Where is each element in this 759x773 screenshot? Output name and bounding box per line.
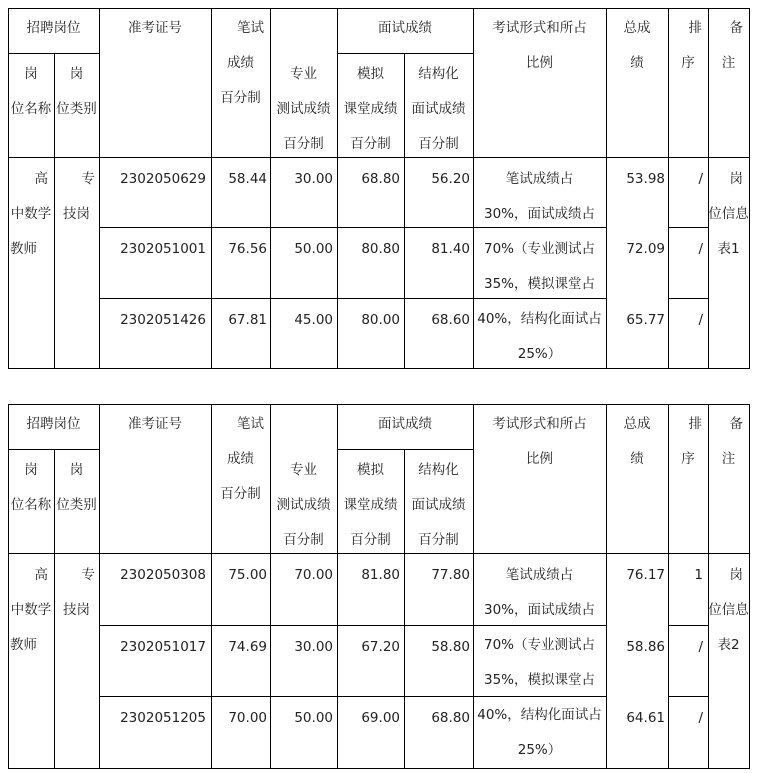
grid-line	[337, 53, 474, 54]
remark-2: 位信息	[708, 206, 749, 222]
header-prof-3: 百分制	[283, 136, 324, 152]
header-position-group: 招聘岗位	[26, 20, 81, 36]
cell-total: 64.61	[626, 710, 665, 727]
grid-line	[749, 404, 750, 769]
header-prof-1: 专业	[290, 462, 317, 478]
cell-prof: 30.00	[294, 638, 333, 655]
position-name-2: 中数学	[10, 602, 52, 618]
header-struct-1: 结构化	[418, 66, 459, 82]
grid-line	[8, 404, 750, 405]
header-ratio-1: 考试形式和所占	[492, 20, 587, 36]
ratio-text-line-5: 40%，结构化面试占	[477, 707, 602, 723]
grid-line	[8, 553, 750, 554]
header-struct-3: 百分制	[418, 532, 459, 548]
grid-line	[99, 227, 607, 228]
cell-total: 72.09	[626, 241, 665, 258]
ratio-text-line-5: 40%，结构化面试占	[477, 311, 602, 327]
cell-mock: 81.80	[361, 567, 400, 583]
cell-prof: 50.00	[294, 241, 333, 258]
cell-rank: /	[698, 311, 703, 328]
header-struct-1: 结构化	[418, 462, 459, 478]
cell-total: 58.86	[626, 638, 665, 655]
header-position-name-2: 位名称	[10, 497, 52, 513]
ratio-text-line-6: 25%）	[517, 742, 562, 758]
cell-struct: 58.80	[431, 638, 470, 655]
header-total-1: 总成	[623, 20, 651, 36]
header-interview-group: 面试成绩	[378, 20, 432, 36]
ratio-text-line-3: 70%（专业测试占	[483, 637, 595, 653]
position-type-2: 技岗	[63, 206, 90, 222]
grid-line	[668, 227, 709, 228]
header-struct-2: 面试成绩	[411, 497, 466, 513]
cell-rank: /	[698, 710, 703, 727]
header-position-type-2: 位类别	[56, 101, 97, 117]
ratio-text-line-3: 70%（专业测试占	[483, 241, 595, 257]
cell-written: 70.00	[228, 710, 267, 727]
cell-written: 76.56	[228, 241, 267, 258]
header-prof-3: 百分制	[283, 532, 324, 548]
header-position-name-1: 岗	[24, 462, 38, 478]
remark-3: 表1	[717, 241, 740, 257]
position-name-3: 教师	[10, 241, 37, 257]
header-position-type-2: 位类别	[56, 497, 97, 513]
ratio-text-line-4: 35%，模拟课堂占	[483, 672, 595, 688]
header-written-3: 百分制	[220, 90, 261, 106]
header-written-1: 笔试	[237, 20, 264, 36]
header-exam-no: 准考证号	[128, 416, 182, 432]
cell-exam-no: 2302050308	[120, 567, 206, 583]
remark-2: 位信息	[708, 602, 749, 618]
cell-prof: 30.00	[294, 171, 333, 187]
grid-line	[749, 8, 750, 369]
remark-1: 岗	[729, 567, 743, 583]
header-interview-group: 面试成绩	[378, 416, 432, 432]
cell-struct: 68.80	[431, 710, 470, 727]
grid-line	[8, 8, 750, 9]
header-remark-2: 注	[721, 55, 736, 71]
header-ratio-2: 比例	[526, 451, 553, 467]
cell-mock: 80.00	[361, 311, 400, 328]
header-mock-3: 百分制	[350, 532, 391, 548]
header-position-group: 招聘岗位	[26, 416, 81, 432]
header-mock-2: 课堂成绩	[343, 497, 398, 513]
header-remark-1: 备	[729, 20, 743, 36]
cell-written: 67.81	[228, 311, 267, 328]
header-rank-1: 排	[688, 416, 702, 432]
grid-line	[8, 404, 9, 769]
header-total-2: 绩	[630, 55, 644, 71]
remark-3: 表2	[717, 637, 740, 653]
position-name-1: 高	[34, 567, 48, 583]
ratio-text-line-2: 30%，面试成绩占	[483, 206, 595, 222]
grid-line	[8, 8, 9, 369]
cell-mock: 69.00	[361, 710, 400, 727]
grid-line	[668, 696, 709, 697]
remark-1: 岗	[729, 171, 743, 187]
header-remark-2: 注	[721, 451, 736, 467]
header-mock-1: 模拟	[357, 462, 384, 478]
header-prof-1: 专业	[290, 66, 317, 82]
header-remark-1: 备	[729, 416, 743, 432]
header-rank-1: 排	[688, 20, 702, 36]
score-table-2	[8, 404, 750, 768]
cell-struct: 56.20	[431, 171, 470, 187]
grid-line	[8, 768, 750, 769]
cell-mock: 80.80	[361, 241, 400, 258]
cell-exam-no: 2302051426	[120, 311, 206, 328]
grid-line	[99, 298, 607, 299]
header-total-2: 绩	[630, 451, 644, 467]
cell-struct: 77.80	[431, 567, 470, 583]
cell-exam-no: 2302051017	[120, 638, 206, 655]
header-prof-2: 测试成绩	[276, 101, 331, 117]
grid-line	[8, 157, 750, 158]
position-type-2: 技岗	[63, 602, 90, 618]
header-total-1: 总成	[623, 416, 651, 432]
ratio-text-line-1: 笔试成绩占	[505, 567, 574, 583]
header-mock-2: 课堂成绩	[343, 101, 398, 117]
grid-line	[668, 298, 709, 299]
header-mock-1: 模拟	[357, 66, 384, 82]
cell-total: 76.17	[626, 567, 665, 583]
grid-line	[8, 368, 750, 369]
score-table-1	[8, 8, 750, 368]
position-name-1: 高	[34, 171, 48, 187]
cell-prof: 50.00	[294, 710, 333, 727]
header-mock-3: 百分制	[350, 136, 391, 152]
cell-written: 58.44	[228, 171, 267, 187]
cell-mock: 67.20	[361, 638, 400, 655]
ratio-text-line-2: 30%，面试成绩占	[483, 602, 595, 618]
header-ratio-1: 考试形式和所占	[492, 416, 587, 432]
header-written-3: 百分制	[220, 486, 261, 502]
cell-mock: 68.80	[361, 171, 400, 187]
cell-struct: 68.60	[431, 311, 470, 328]
ratio-text-line-1: 笔试成绩占	[505, 171, 574, 187]
header-position-name-2: 位名称	[10, 101, 52, 117]
grid-line	[337, 449, 474, 450]
cell-written: 75.00	[228, 567, 267, 583]
cell-prof: 45.00	[294, 311, 333, 328]
header-written-2: 成绩	[227, 451, 254, 467]
grid-line	[99, 625, 607, 626]
header-position-type-1: 岗	[69, 66, 84, 82]
cell-prof: 70.00	[294, 567, 333, 583]
cell-rank: /	[698, 638, 703, 655]
cell-exam-no: 2302051205	[120, 710, 206, 727]
grid-line	[668, 625, 709, 626]
position-name-3: 教师	[10, 637, 37, 653]
header-written-2: 成绩	[227, 55, 254, 71]
cell-rank: /	[698, 171, 703, 187]
cell-rank: /	[698, 241, 703, 258]
ratio-text-line-6: 25%）	[517, 346, 562, 362]
header-written-1: 笔试	[237, 416, 264, 432]
cell-total: 65.77	[626, 311, 665, 328]
cell-written: 74.69	[228, 638, 267, 655]
cell-exam-no: 2302051001	[120, 241, 206, 258]
header-position-name-1: 岗	[24, 66, 38, 82]
cell-rank: 1	[694, 567, 703, 583]
header-rank-2: 序	[681, 451, 695, 467]
header-struct-3: 百分制	[418, 136, 459, 152]
header-struct-2: 面试成绩	[411, 101, 466, 117]
position-name-2: 中数学	[10, 206, 52, 222]
cell-total: 53.98	[626, 171, 665, 187]
header-ratio-2: 比例	[526, 55, 553, 71]
header-prof-2: 测试成绩	[276, 497, 331, 513]
position-type-1: 专	[81, 171, 95, 187]
header-exam-no: 准考证号	[128, 20, 182, 36]
header-rank-2: 序	[681, 55, 695, 71]
cell-struct: 81.40	[431, 241, 470, 258]
ratio-text-line-4: 35%，模拟课堂占	[483, 276, 595, 292]
position-type-1: 专	[81, 567, 95, 583]
header-position-type-1: 岗	[69, 462, 84, 478]
grid-line	[99, 696, 607, 697]
cell-exam-no: 2302050629	[120, 171, 206, 187]
